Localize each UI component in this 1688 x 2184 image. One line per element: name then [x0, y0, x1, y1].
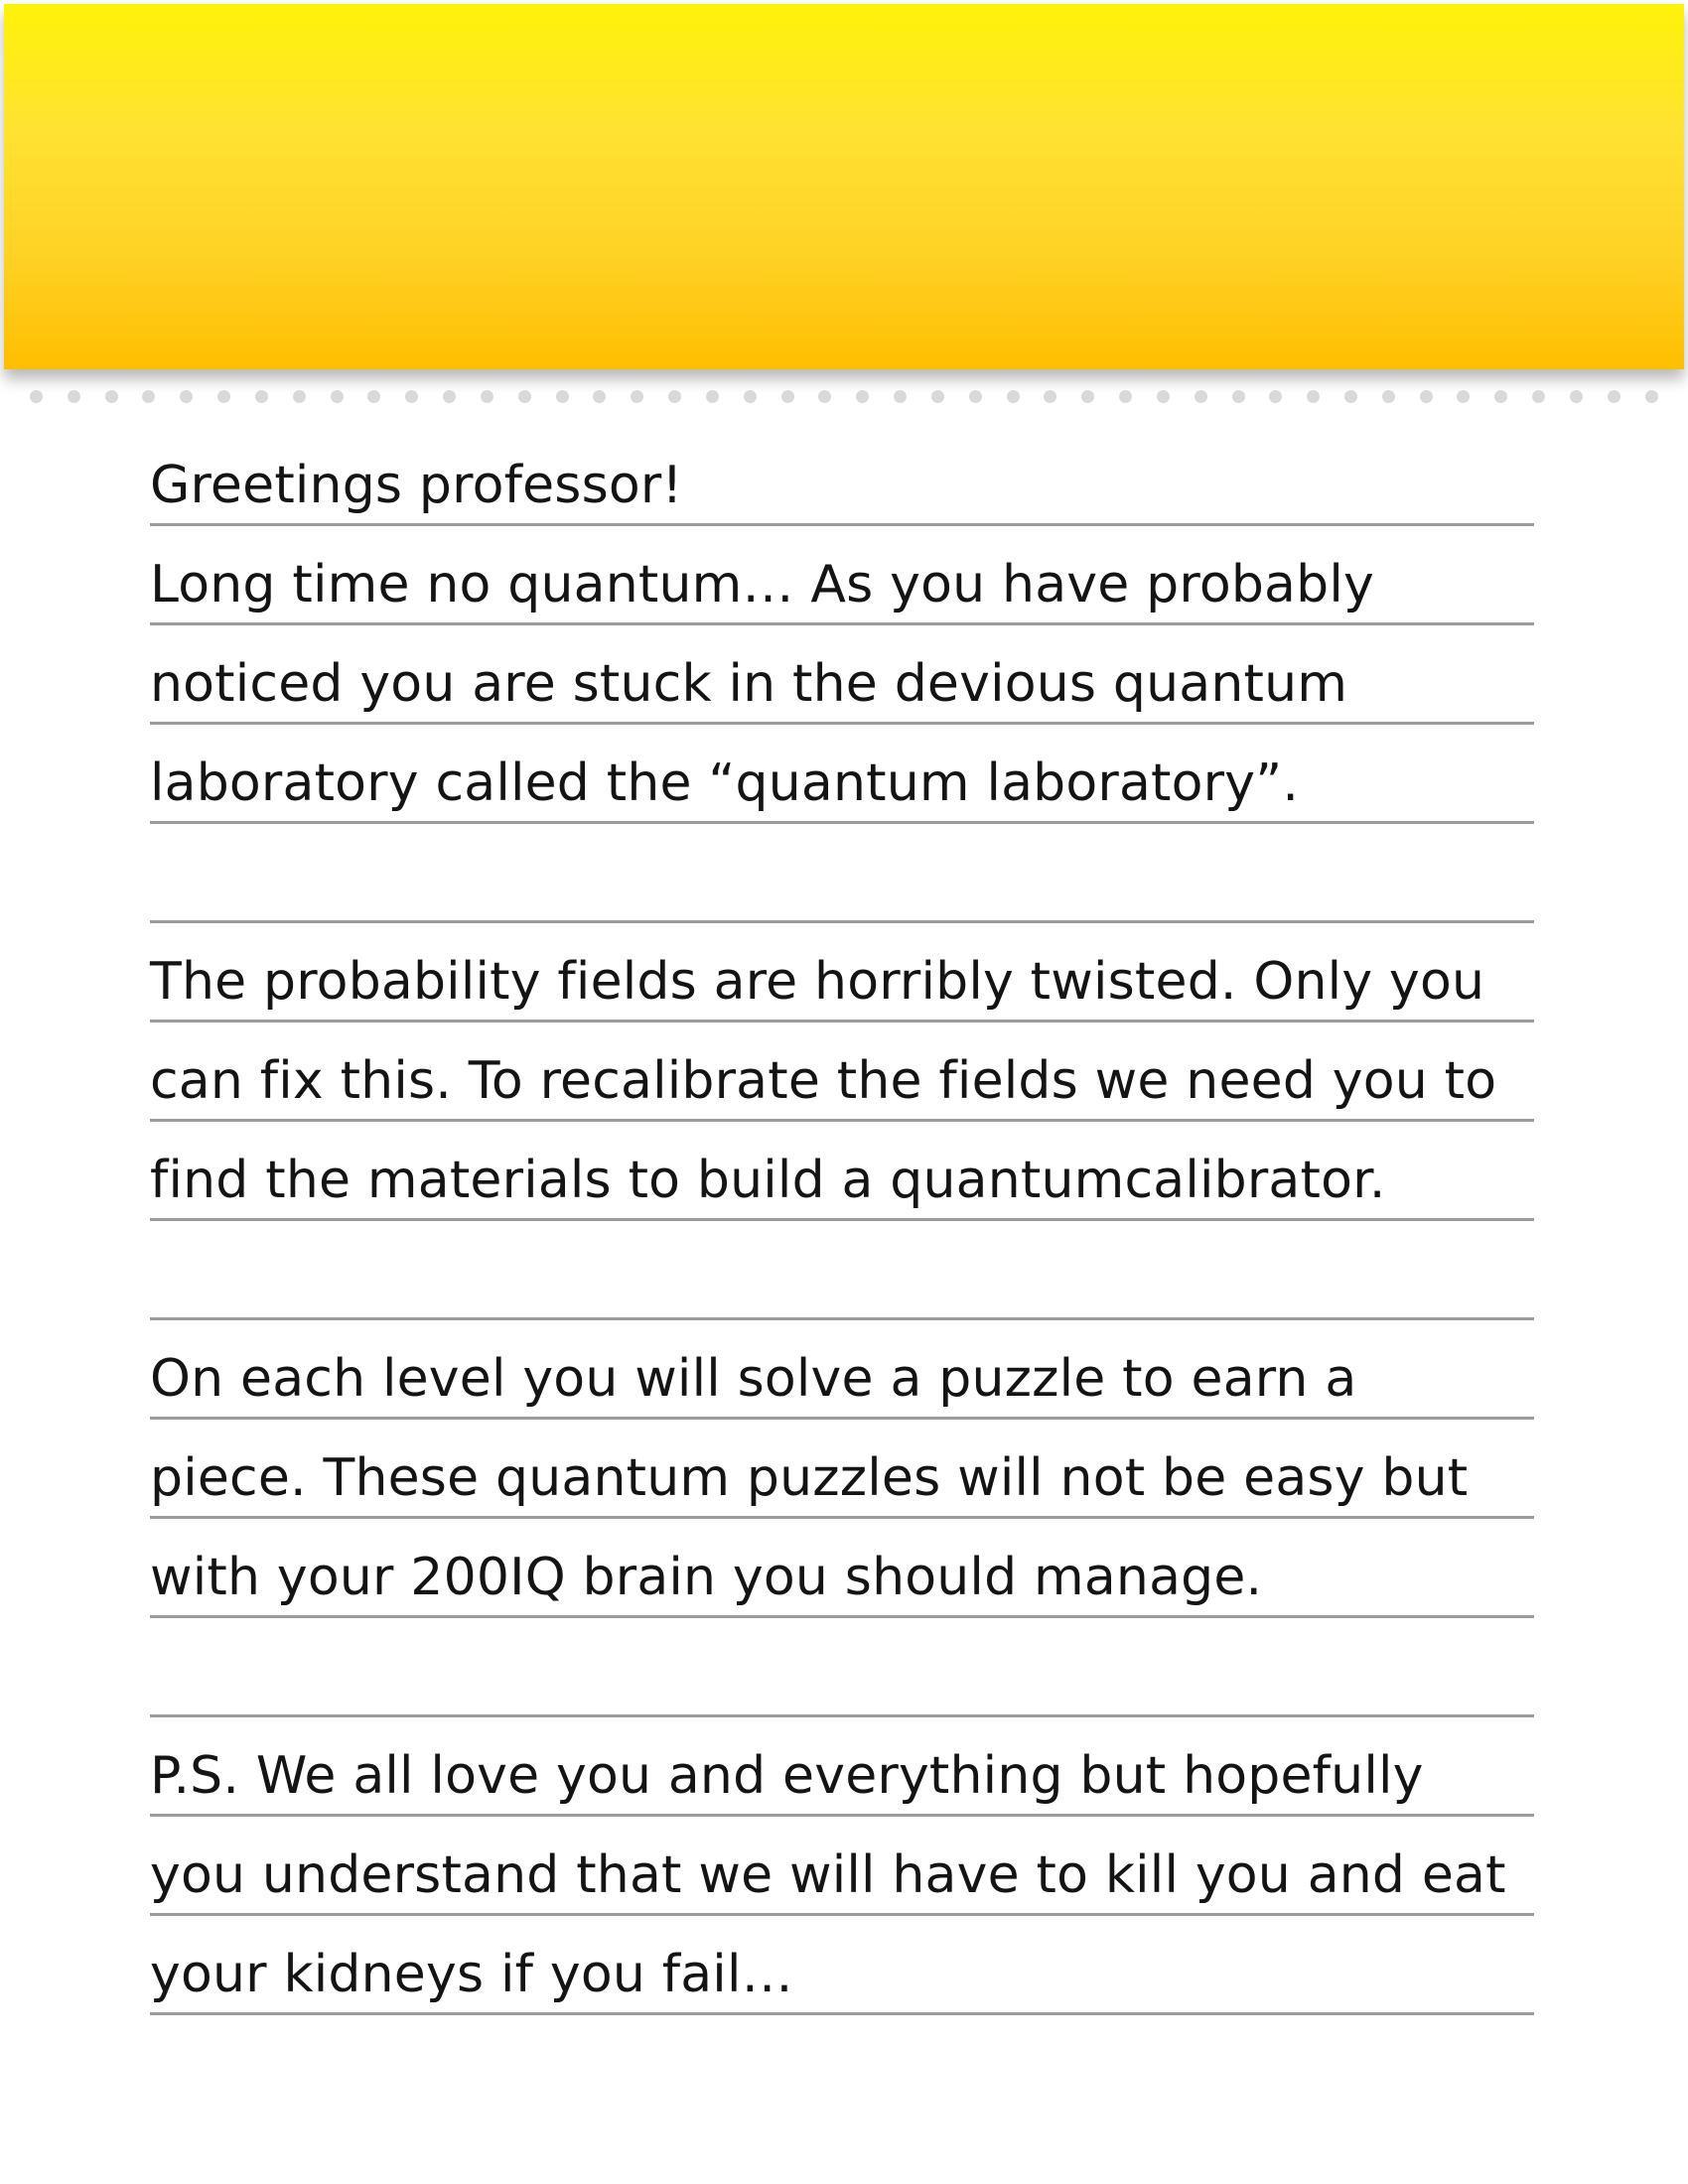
letter-line — [150, 1717, 1534, 1817]
perforation-dot — [631, 390, 643, 403]
perforation-dot — [217, 390, 230, 403]
perforation-dot — [405, 390, 418, 403]
perforation-dot — [556, 390, 569, 403]
perforation-dot — [593, 390, 606, 403]
perforation-dot — [518, 390, 531, 403]
perforation-dot — [818, 390, 831, 403]
header-banner — [4, 4, 1684, 369]
perforation-dot — [781, 390, 794, 403]
letter-line-text: piece. These quantum puzzles will not be easy but — [150, 1448, 1469, 1508]
perforation-dot — [744, 390, 757, 403]
perforation-dot — [105, 390, 118, 403]
perforation-dot — [856, 390, 869, 403]
letter-line — [150, 526, 1534, 625]
perforation-dot — [293, 390, 306, 403]
perforation-dot — [1007, 390, 1020, 403]
letter-line-text: laboratory called the “quantum laboratory”. — [150, 753, 1300, 813]
perforation-dot — [1344, 390, 1357, 403]
perforation-dot — [30, 390, 43, 403]
perforation-dot — [1645, 390, 1658, 403]
perforation-dot — [894, 390, 907, 403]
letter-line-text: P.S. We all love you and everything but hopefully — [150, 1746, 1424, 1806]
letter-line-text: can fix this. To recalibrate the fields we need you to — [150, 1051, 1497, 1111]
letter-line — [150, 1916, 1534, 2015]
perforation-dot — [142, 390, 155, 403]
letter-line-blank — [150, 824, 1534, 923]
letter-line-blank — [150, 1221, 1534, 1320]
perforation-dot — [443, 390, 456, 403]
letter-line-text: find the materials to build a quantumcalibrator. — [150, 1151, 1386, 1210]
letter-body — [150, 427, 1534, 2015]
letter-line — [150, 1023, 1534, 1122]
perforation-dot — [1044, 390, 1056, 403]
perforation-dot — [1157, 390, 1170, 403]
perforation-dot — [68, 390, 80, 403]
letter-line — [150, 1817, 1534, 1916]
perforation-dot — [1232, 390, 1245, 403]
perforation-dot — [969, 390, 982, 403]
perforation-dot — [481, 390, 493, 403]
perforation-dot — [1081, 390, 1094, 403]
letter-line-text: you understand that we will have to kill you and eat — [150, 1845, 1506, 1905]
letter-line-text: your kidneys if you fail… — [150, 1945, 793, 2004]
perforation-dot — [1195, 390, 1207, 403]
letter-line-text: On each level you will solve a puzzle to earn a — [150, 1349, 1357, 1409]
letter-line — [150, 1320, 1534, 1420]
perforation-dot — [331, 390, 344, 403]
letter-line-text: Greetings professor! — [150, 456, 683, 515]
perforation-dot — [1382, 390, 1395, 403]
letter-line-text: noticed you are stuck in the devious quantum — [150, 654, 1348, 714]
perforation-dot — [1494, 390, 1507, 403]
perforation-dot — [706, 390, 719, 403]
letter-line — [150, 1519, 1534, 1618]
letter-line — [150, 725, 1534, 824]
perforation-dot — [1420, 390, 1433, 403]
perforation-dot — [1608, 390, 1620, 403]
letter-line-text: Long time no quantum… As you have probably — [150, 555, 1374, 614]
perforation-dot — [1457, 390, 1470, 403]
perforation-dot — [255, 390, 268, 403]
letter-line — [150, 1122, 1534, 1221]
letter-line-blank — [150, 1618, 1534, 1717]
letter-line — [150, 923, 1534, 1023]
perforation-dot — [1532, 390, 1545, 403]
letter-line — [150, 625, 1534, 725]
perforation-dot — [1269, 390, 1282, 403]
perforation-dot — [180, 390, 193, 403]
letter-line — [150, 427, 1534, 526]
perforation-dots — [30, 388, 1658, 404]
perforation-dot — [1307, 390, 1320, 403]
letter-line-text: The probability fields are horribly twisted. Only you — [150, 952, 1485, 1012]
letter-line — [150, 1420, 1534, 1519]
perforation-dot — [1119, 390, 1132, 403]
letter-line-text: with your 200IQ brain you should manage. — [150, 1548, 1263, 1607]
perforation-dot — [1570, 390, 1583, 403]
perforation-dot — [931, 390, 944, 403]
perforation-dot — [668, 390, 681, 403]
perforation-dot — [367, 390, 380, 403]
